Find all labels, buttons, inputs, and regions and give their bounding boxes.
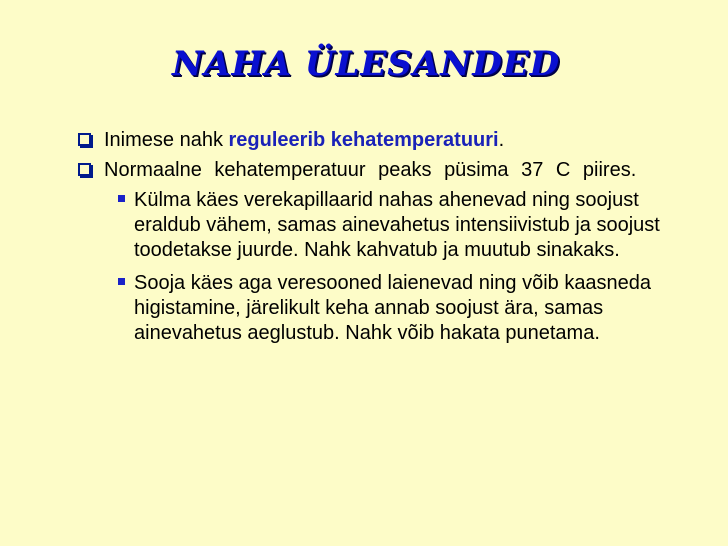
slide-content bbox=[78, 128, 674, 354]
sub-bullet-text: Sooja käes aga veresooned laienevad ning võib kaasneda higistamine, järelikult keha annab soojust ära, samas ainevahetus aeglustub. Nahk võib hakata punetama. bbox=[134, 272, 652, 344]
slide-title bbox=[172, 44, 560, 84]
bullet-text: Normaalne kehatemperatuur peaks püsima 37 C piires. bbox=[104, 159, 637, 181]
slide-title-text: NAHA ÜLESANDED bbox=[172, 44, 561, 84]
sub-bullet-text: Külma käes verekapillaarid nahas ahenevad ning soojust eraldub vähem, samas ainevahetus intensiivistub ja soojust toodetakse juurde. Nahk kahvatub ja muutub sinakaks. bbox=[134, 189, 660, 261]
square-bullet-icon bbox=[118, 195, 125, 202]
checkbox-bullet-icon bbox=[78, 133, 91, 146]
bullet-text: Inimese nahk bbox=[104, 129, 229, 151]
bullet-emphasis: reguleerib kehatemperatuuri bbox=[228, 129, 499, 151]
bullet-item bbox=[78, 128, 674, 153]
bullet-text-end: . bbox=[498, 129, 505, 151]
sub-bullet-item bbox=[118, 188, 674, 263]
bullet-item bbox=[78, 158, 674, 183]
square-bullet-icon bbox=[118, 278, 125, 285]
sub-bullet-item bbox=[118, 271, 674, 346]
checkbox-bullet-icon bbox=[78, 163, 91, 176]
